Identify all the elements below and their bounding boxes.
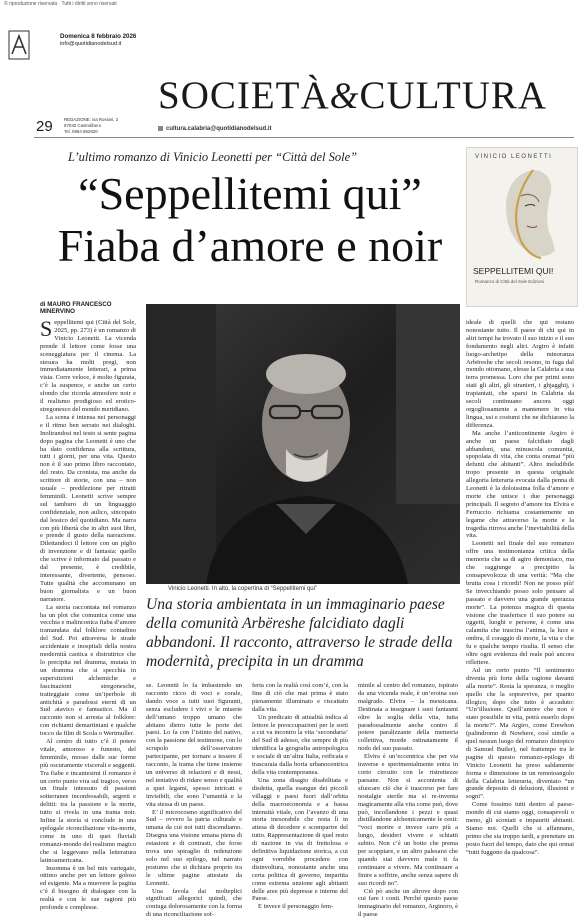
- page-number: 29: [36, 118, 53, 135]
- drop-cap: S: [40, 316, 53, 341]
- redazione-line: REDAZIONE: via Rossini, 2: [64, 117, 119, 122]
- newspaper-email: info@quotidianodelsud.it: [60, 41, 122, 47]
- article-paragraph: La scena è intensa nei personaggi e il ritmo ben serrato nei dialoghi. Inoltrandosi nel testo si sente pagina dopo pagina che Leonetti è uno che ha dato confidenza alla scrittura, tutti i giorni, per una vita. Questo non è il suo primo libro raccontato, del resto. Da cronista, ma anche da scrittore di storie, con una – non usuale – predilezione per ritratti femminili. Leonetti scrive sempre sul tamburo di un linguaggio confidenziale, non aulico, sincopato dal lessico del quotidiano. Ma narra con più libertà che in altri suoi libri, e prende il gusto della narrazione. Dilettandoci il lettore con un piglio di invenzione e di fantasia: quello che scrive è informato dal passato e dal presente, è credibile, interessante, divertente, pensoso. Tutte qualità che accomunano un buon giornalista e un buon narratore.: [40, 413, 136, 603]
- issue-date: Domenica 8 febbraio 2026: [60, 33, 137, 40]
- newspaper-logo-icon: [8, 30, 30, 60]
- article-paragraph: ferta con la realtà così com’è, con la fine di ciò che mai prima è stato pienamente illuminato e riscattato dalla vita.: [252, 682, 348, 713]
- book-cover-image: [466, 147, 578, 307]
- section-title: [158, 76, 547, 115]
- article-paragraph: Come fossimo tutti dentro al paese-mondo di cui siamo oggi, consapevoli o meno, gli scontati e impauriti abitanti. Siamo noi. Quelli che si affannano, primo che sia troppo tardi, a prenotare un posto fuori del tempo, dato che qui ormai “tutti fuggono da qualcosa”.: [466, 801, 574, 856]
- square-bullet-icon: [158, 126, 163, 131]
- article-paragraph: Una favola dai molteplici significati allegorici quindi, che coniuga dolorosamente con la forma di una riconciliazione sof-: [146, 887, 242, 919]
- section-contact-email: cultura.calabria@quotidianodelsud.it: [166, 126, 272, 133]
- article-column-right: [466, 319, 574, 867]
- article-byline: [40, 301, 140, 315]
- article-deck: Una storia ambientata in un immaginario paese della comunità Arbëreshe falcidiato dagli abbandoni. Il racconto, attraverso le strade della modernità, precipita in un dramma: [146, 596, 453, 670]
- author-photo: [146, 304, 460, 584]
- article-paragraph: Insomma è un bel mix variegato, ottimo anche per un lettore goloso ed esigente. Ma a muovere la pagina c’è il bisogno di dialogare con la realtà e con le sue ragioni più profonde e complesse.: [40, 864, 136, 912]
- article-paragraph: La storia raccontata nel romanzo ha un plot che comunica come una vecchia e malinconica fiaba d’amore tramandata dal folklore contadino del Sud. Poi attraversa le strade accidentate e inospitali della nostra modernità caotica e distruttrice che lo precipita nel dramma, mutata in un dramma che si specchia in superstizioni alchemiche e fascinazioni stregonesche, tratteggiate come un’iperbole di antichità e paradossi eterni di un Sud atavico e fantastico. Ma il racconto non si arresta al folklore: con richiami demartiniani e qualche tocco da film di Scola o Wertmuller.: [40, 603, 136, 738]
- article-column-3: [252, 682, 348, 911]
- headline-line: Fiaba d’amore e noir: [57, 220, 443, 271]
- article-paragraph: Una zona disagio disabilitata e disdetta, quella esangue dei piccoli villaggi e paesi fuori dall’orbita della macroeconomia e a bassa intensità vitale, con l’avanzo di una storia inesorabile che resta lì in attesa di decedere e scomparire del tutto. Rappresentazione di quel resto di nazione in via di frettolosa e definitiva liquidazione storica, a cui ogni vorrebbe procedere con disinvoltura, nonostante anche una certa politica di governo, impartita come estrema unzione agli abitanti delle aree più depresse e interne del Paese.: [252, 776, 348, 903]
- article-headline: [40, 168, 460, 272]
- portrait-photo-icon: [146, 304, 460, 584]
- article-paragraph: Un predicato di attualità indica al lettore le preoccupazioni per le sorti a cui va incontro la vita ‘secondaria’ del Sud di adesso, che sempre di più identifica la geografia antropologica e sociale di un’altra Italia, reificata e trascurata dalla borta urbanocentrica della vita contemporanea.: [252, 713, 348, 776]
- redazione-line: 87040 Castrolibero: [64, 123, 102, 128]
- article-paragraph: Ciò pò anche un altrove dopo con cui fare i conti. Perché questo paese immaginario del romanzo, Arginoro, è il paese: [358, 887, 458, 919]
- section-title-part1: SOCIETÀ: [158, 74, 330, 117]
- article-column-4: [358, 682, 458, 919]
- redazione-line: Tel. 0984 852920: [64, 129, 98, 134]
- article-paragraph: [40, 316, 136, 414]
- article-paragraph: E’ il microcosmo significativo del Sud – ovvero la patria culturale e umana da cui noi tutti discendiamo. Disegna una visione umana piena di estasioni e di contrasti, che forse trova uno spiraglio di redenzione solo nel suo epilogo, nel narrato postumo che si dichiara proprio tra le ultime pagine attestate da Leonetti.: [146, 808, 242, 887]
- section-contact: [158, 126, 272, 132]
- section-title-amp: &: [329, 76, 360, 117]
- article-paragraph: ideale di quelli che qui restano nonostante tutto. Il paese di chi qui in altri tempi ha trovato il suo inizio e il suo fondamento negli altri. Argiro è infatti luogo-archetipo della minoranza Arbëreshe che secoli orsono, in fuga dal mondo ottomano, elesse la Calabria a sua terra promessa. Loro che per primi sono stati gli altri, gli stranieri, i ghjagghij, i trapiantati, che sparsi in Calabria da secoli continuano ancora oggi orgogliosamente a mantenere in vita lingua, usi e costumi che ne dichiarano la differenza.: [466, 319, 574, 429]
- article-paragraph: se. Leonetti lo fa imbastendo un racconto ricco di voci e corale, dando voce a tutti suoi figuranti, senza escludere i vivi e le miserie dell’umano troppo umano che abitano dietro tutte le porte dei paesi. Lo fa con l’istinto del nativo, con la passione del testimone, con lo scrupolo dell’osservatore partecipante, per tornare a tessere il racconto, la trama che tiene insieme un universo di relazioni e di nessi, nel tentativo di ridare senso e qualità a quei legami, spesso intricati e invisibili, che sono l’umanità e la vita stessa di un paese.: [146, 682, 242, 808]
- paragraph-text: eppellitemi qui (Città del Sole, 2025, pp. 273) è un romanzo di Vinicio Leonetti. La vicenda prende il lettore come fosse una sceneggiatura per il cinema. La stesura ha molti pregi, non immediatamente letterari, a prima vista. Corre veloce, è molto figurata, c’è la suspence, e anche un certo sfondo che ricorda atmosfere noir e il realismo prodigioso ed erotico-stregonesco del mondo meridiano.: [40, 319, 136, 413]
- article-paragraph: Ma anche l’anticontinente Argiro è anche un paese falcidiato dagli abbandoni, una minuscola comunità, spopolata di vita, che conta oramai “più defunti che abitanti”. Altro ineludibile tropo presente in questa originale allegoria letteraria evocata dalla penna di Leonetti è la doloissima folla d’amore e morte che unisce i due personaggi principali. Il segreto d’amore tra Elvira e Ferruccio richiama costantemente un legame che attraverso la morte e la tragedia ritrova anche l’inevitabilità della vita.: [466, 429, 574, 540]
- face-illustration-icon: [481, 166, 567, 262]
- headline-line: “Seppellitemi qui”: [78, 168, 422, 219]
- copyright-notice: © riproduzione riservata · Tutti i diritti sono riservati: [4, 1, 117, 7]
- book-cover-subtitle: Romanzo di Città del Sole Edizioni: [475, 279, 545, 284]
- header-rule: [34, 137, 574, 138]
- article-column-1: [40, 316, 136, 912]
- photo-caption: Vinicio Leonetti. In alto, la copertina di “Seppellitemi qui”: [168, 586, 317, 592]
- article-column-2: [146, 682, 242, 919]
- redazione-address: [64, 117, 134, 135]
- section-title-part2: CULTURA: [359, 74, 548, 117]
- article-paragraph: minile al centro del romanzo, ispirato da una vicenda reale, è un’eroina suo malgrado. Elvira – la messicana. Destinata a insegnare i suoi fantasmi oltre la soglia della vita, tutta paradossalmente anche contro il potere paralizzante della memoria collettiva, morde ostinatamente il nodo del suo passato.: [358, 682, 458, 753]
- article-paragraph: Ad un certo punto “Il sentimento diventa più forte della ragione davanti alla morte”. Resta la speranza, o meglio quello che la sopravvive, per quanto illogico, dopo che tutto è accaduto: “Un’illusione. Quell’amore che non è stato possibile in vita, potrà esserlo dopo la morte?”. Ma Argiro, come Erewhon (palindromo di Nowhere, così simile a quel nessun luogo del romanzo distopico di Samuel Butler), nel frattempo tra le pagine di questo romanzo-epilogo di Vinicio Leonetti ha preso saldamente forma e dimensione in un remotoangolo della Calabria letteraria, diventato “un grande deposito di delusioni, illusioni e sogni”.: [466, 666, 574, 801]
- article-paragraph: E invece il personaggio fem-: [258, 903, 334, 911]
- book-cover-title: SEPPELLITEMI QUI!: [473, 266, 554, 276]
- byline-prefix: di: [40, 301, 46, 308]
- article-paragraph: Elvira è un’eccentrica che per via traverse e sperimentalmente entra in corto circuito con le ristrettezze paesane. Non si accontenta di sfuocare ciò che è trascorso per fare nostalgie sterile ma si re-inventa magicamente alla vita come può, dove può, incollandone i pezzi e quasi distillandone alchemicamente le cesti: “voci morire e invece caro più a lungo, desideri vivere e schiatti subito. Non c’è un botto che prema per scoppiare, e un altro palesarsi che quando stai davvero male ti fa continuare a vivere. Ma continuare a finire a soffrire, anche senza sapere di suo ricordi no”.: [358, 753, 458, 887]
- article-paragraph: Al centro di tutto c’è il potere vitale, amoroso e funesto, del femminile, mosso dalle sue forme più oscuramente viscerali e seggenti. Tra fiabe e incantesimi il romanzo è un certo punto vira sul tragico, verso un finale intessuto di passioni sotterranee inconfessabili, segreti e delitti: tra la passione e la morte, tutto si rivela in una trama noir. Infine la storia si conclude in una epilogale riconciliazione vita-morte, come in uno di quei fluviali romanzi-mondo del realismo magico che si leggevano nella letteratura latinoamericana.: [40, 738, 136, 864]
- article-kicker: L’ultimo romanzo di Vinicio Leonetti per “Città del Sole”: [68, 150, 358, 164]
- article-paragraph: Leonetti nel finale del suo romanzo offre una testimonianza critica della memoria che sa di agiro demoniaco, ma che raggiunge a precipitio la consapevolezza di una verità: “Ma che brutta cosa i ricordi! Non ne posso più! Se invecchiando posso solo pensare al passato e davvero una grande sperazza morte”. La potenza magica di questa visione che trasferisce il suo potere su oggetti, luoghi e persone, è come una calamita che trascina l’anima, la luce e ombra, il coraggio di morte, la vita e che fu e qualche tempo risulta. Il senso che oltre ogni evidenza del reale può ancora riflettere.: [466, 540, 574, 666]
- book-cover-author: VINICIO LEONETTI: [475, 154, 553, 160]
- byline-author: MAURO FRANCESCO MINERVINO: [40, 301, 112, 315]
